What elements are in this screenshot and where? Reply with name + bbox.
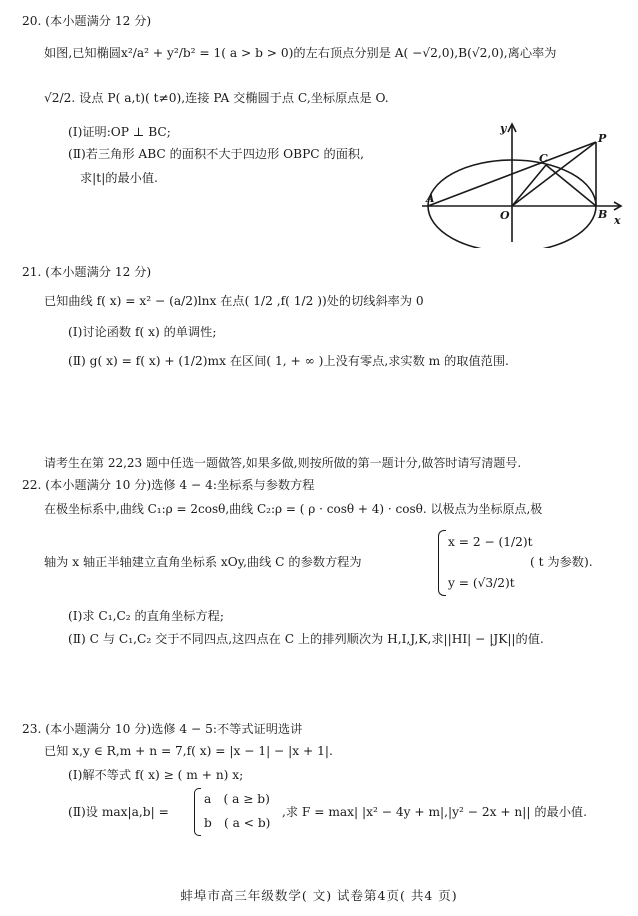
q20-line2: √2/2. 设点 P( a,t)( t≠0),连接 PA 交椭圆于点 C,坐标原点是 O. <box>44 91 389 105</box>
q23-heading: 23. (本小题满分 10 分)选修 4 − 5:不等式证明选讲 <box>22 722 303 736</box>
q23-case-brace <box>194 788 201 836</box>
label-C: C <box>539 152 548 165</box>
q21-part1: (Ⅰ)讨论函数 f( x) 的单调性; <box>68 325 217 339</box>
q23-case1: a ( a ≥ b) <box>204 792 270 806</box>
q22-line1: 在极坐标系中,曲线 C₁:ρ = 2cosθ,曲线 C₂:ρ = ( ρ · cosθ + 4) · cosθ. 以极点为坐标原点,极 <box>44 502 543 516</box>
q20-part2-cont: 求|t|的最小值. <box>80 171 158 185</box>
label-B: B <box>598 208 608 221</box>
label-y: y <box>500 122 507 135</box>
q22-param-y: y = (√3/2)t <box>448 576 515 590</box>
page-footer: 蚌埠市高三年级数学( 文) 试卷第4页( 共4 页) <box>180 888 458 903</box>
ellipse-figure <box>420 120 630 248</box>
q23-part1: (Ⅰ)解不等式 f( x) ≥ ( m + n) x; <box>68 768 244 782</box>
selection-note: 请考生在第 22,23 题中任选一题做答,如果多做,则按所做的第一题计分,做答时请写清题号. <box>44 456 522 470</box>
q21-heading: 21. (本小题满分 12 分) <box>22 265 152 279</box>
line-oc <box>512 165 546 206</box>
label-A: A <box>426 192 435 205</box>
label-x: x <box>614 214 621 227</box>
label-P: P <box>598 132 607 145</box>
q22-param-x: x = 2 − (1/2)t <box>448 535 533 549</box>
q22-part2: (Ⅱ) C 与 C₁,C₂ 交于不同四点,这四点在 C 上的排列顺次为 H,I,J,K,求||HI| − |JK||的值. <box>68 632 544 646</box>
q23-case2: b ( a < b) <box>204 816 271 830</box>
q20-part2: (Ⅱ)若三角形 ABC 的面积不大于四边形 OBPC 的面积, <box>68 147 364 161</box>
q23-part2-start: (Ⅱ)设 max|a,b| = <box>68 805 169 819</box>
label-O: O <box>500 209 510 222</box>
q23-part2-end: ,求 F = max| |x² − 4y + m|,|y² − 2x + n|| 的最小值. <box>282 805 587 819</box>
q22-heading: 22. (本小题满分 10 分)选修 4 − 4:坐标系与参数方程 <box>22 478 315 492</box>
q21-part2: (Ⅱ) g( x) = f( x) + (1/2)mx 在区间( 1, + ∞ )上没有零点,求实数 m 的取值范围. <box>68 354 509 368</box>
q20-heading: 20. (本小题满分 12 分) <box>22 14 152 28</box>
q22-param-brace <box>438 530 446 596</box>
q20-line1: 如图,已知椭圆x²/a² + y²/b² = 1( a > b > 0)的左右顶点分别是 A( −√2,0),B(√2,0),离心率为 <box>44 46 557 60</box>
q20-part1: (Ⅰ)证明:OP ⊥ BC; <box>68 125 171 139</box>
q22-param-note: ( t 为参数). <box>530 555 593 569</box>
q22-part1: (Ⅰ)求 C₁,C₂ 的直角坐标方程; <box>68 609 224 623</box>
q21-line1: 已知曲线 f( x) = x² − (a/2)lnx 在点( 1/2 ,f( 1/2 ))处的切线斜率为 0 <box>44 294 424 308</box>
q22-line2: 轴为 x 轴正半轴建立直角坐标系 xOy,曲线 C 的参数方程为 <box>44 555 362 569</box>
q23-line1: 已知 x,y ∈ R,m + n = 7,f( x) = |x − 1| − |x + 1|. <box>44 744 333 758</box>
